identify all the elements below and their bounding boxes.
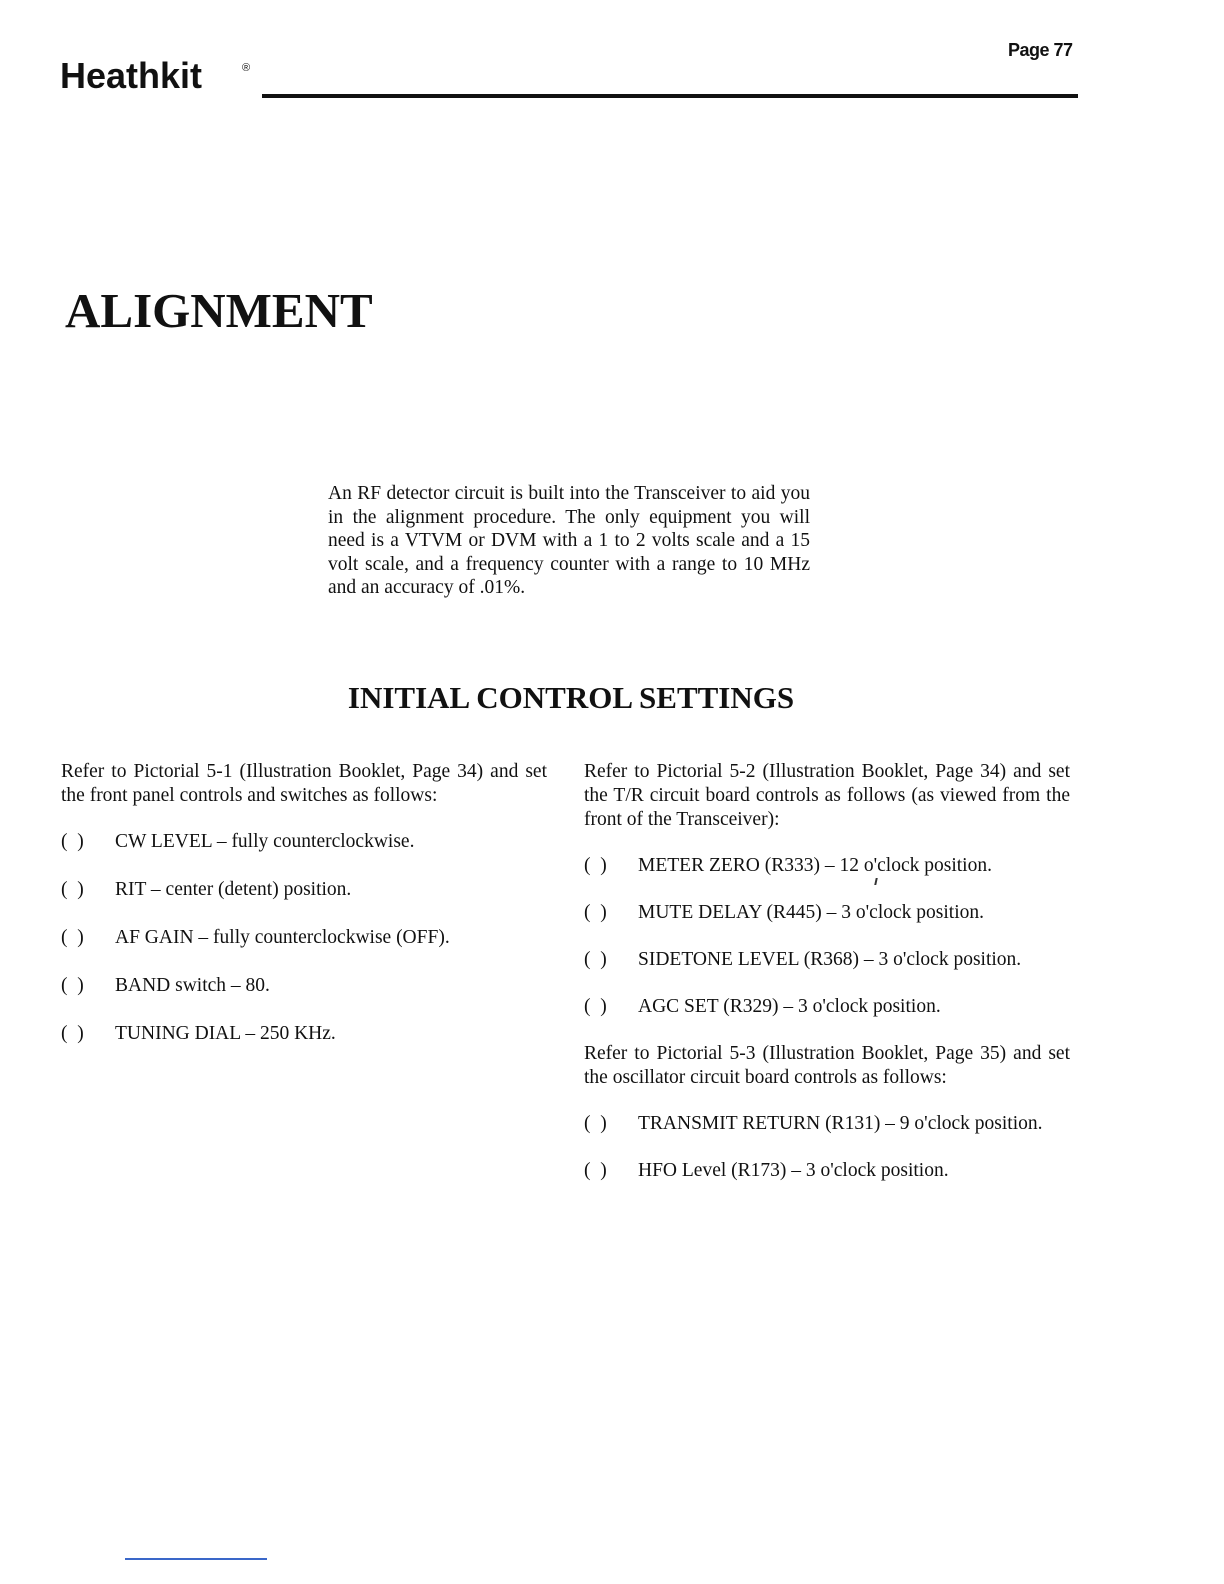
checklist-text: METER ZERO (R333) – 12 o'clock position. [638,855,992,876]
checkbox[interactable]: ( ) [61,927,84,948]
checklist-text: MUTE DELAY (R445) – 3 o'clock position. [638,902,985,923]
left-checklist [61,830,547,1046]
checklist-item [61,878,547,902]
right-checklist-2 [584,1112,1070,1183]
checklist-item [584,901,1070,925]
intro-paragraph: An RF detector circuit is built into the Transceiver to aid you in the alignment procedure. The only equipment you will need is a VTVM or DVM with a 1 to 2 volts scale and a 15 volt scale, and a frequency counter with a range to 10 MHz and an accuracy of .01%. [328,483,810,599]
checklist-text: SIDETONE LEVEL (R368) – 3 o'clock position. [638,949,1022,970]
checklist-text: TUNING DIAL – 250 KHz. [115,1023,336,1044]
page-number: Page 77 [1008,40,1073,60]
checklist-item [61,1022,547,1046]
page-title: ALIGNMENT [65,283,373,338]
checklist-text: AGC SET (R329) – 3 o'clock position. [638,996,941,1017]
checklist-text: BAND switch – 80. [115,975,270,996]
checklist-item [584,1112,1070,1136]
checklist-text: CW LEVEL – fully counterclockwise. [115,831,415,852]
section-heading: INITIAL CONTROL SETTINGS [347,680,795,715]
checklist-item [61,830,547,854]
checkbox[interactable]: ( ) [584,1160,607,1181]
checkbox[interactable]: ( ) [584,902,607,923]
checklist-item [61,926,547,950]
right-intro-2: Refer to Pictorial 5-3 (Illustration Booklet, Page 35) and set the oscillator circuit board controls as follows: [584,1043,1070,1088]
checkbox[interactable]: ( ) [61,975,84,996]
checkbox[interactable]: ( ) [584,949,607,970]
checklist-text: TRANSMIT RETURN (R131) – 9 o'clock position. [638,1113,1043,1134]
header-rule [262,94,1078,98]
checklist-text: AF GAIN – fully counterclockwise (OFF). [115,927,450,948]
right-checklist [584,854,1070,1019]
checkbox[interactable]: ( ) [584,855,607,876]
checklist-item [584,995,1070,1019]
checklist-item [584,948,1070,972]
bottom-line [125,1558,267,1560]
checkbox[interactable]: ( ) [61,1023,84,1044]
checkbox[interactable]: ( ) [584,1113,607,1134]
left-intro: Refer to Pictorial 5-1 (Illustration Booklet, Page 34) and set the front panel controls and switches as follows: [61,761,547,806]
brand-logo: Heathkit [60,55,203,96]
checklist-text: HFO Level (R173) – 3 o'clock position. [638,1160,949,1181]
checklist-item [61,974,547,998]
registered-mark: ® [242,62,251,74]
right-column [584,760,1070,1206]
right-intro: Refer to Pictorial 5-2 (Illustration Booklet, Page 34) and set the T/R circuit board controls as follows (as viewed from the front of the Transceiver): [584,761,1070,830]
checklist-item [584,1159,1070,1183]
checkbox[interactable]: ( ) [61,879,84,900]
checkbox[interactable]: ( ) [584,996,607,1017]
checklist-text: RIT – center (detent) position. [115,879,352,900]
checklist-item [584,854,1070,878]
left-column [61,760,547,1070]
checkbox[interactable]: ( ) [61,831,84,852]
